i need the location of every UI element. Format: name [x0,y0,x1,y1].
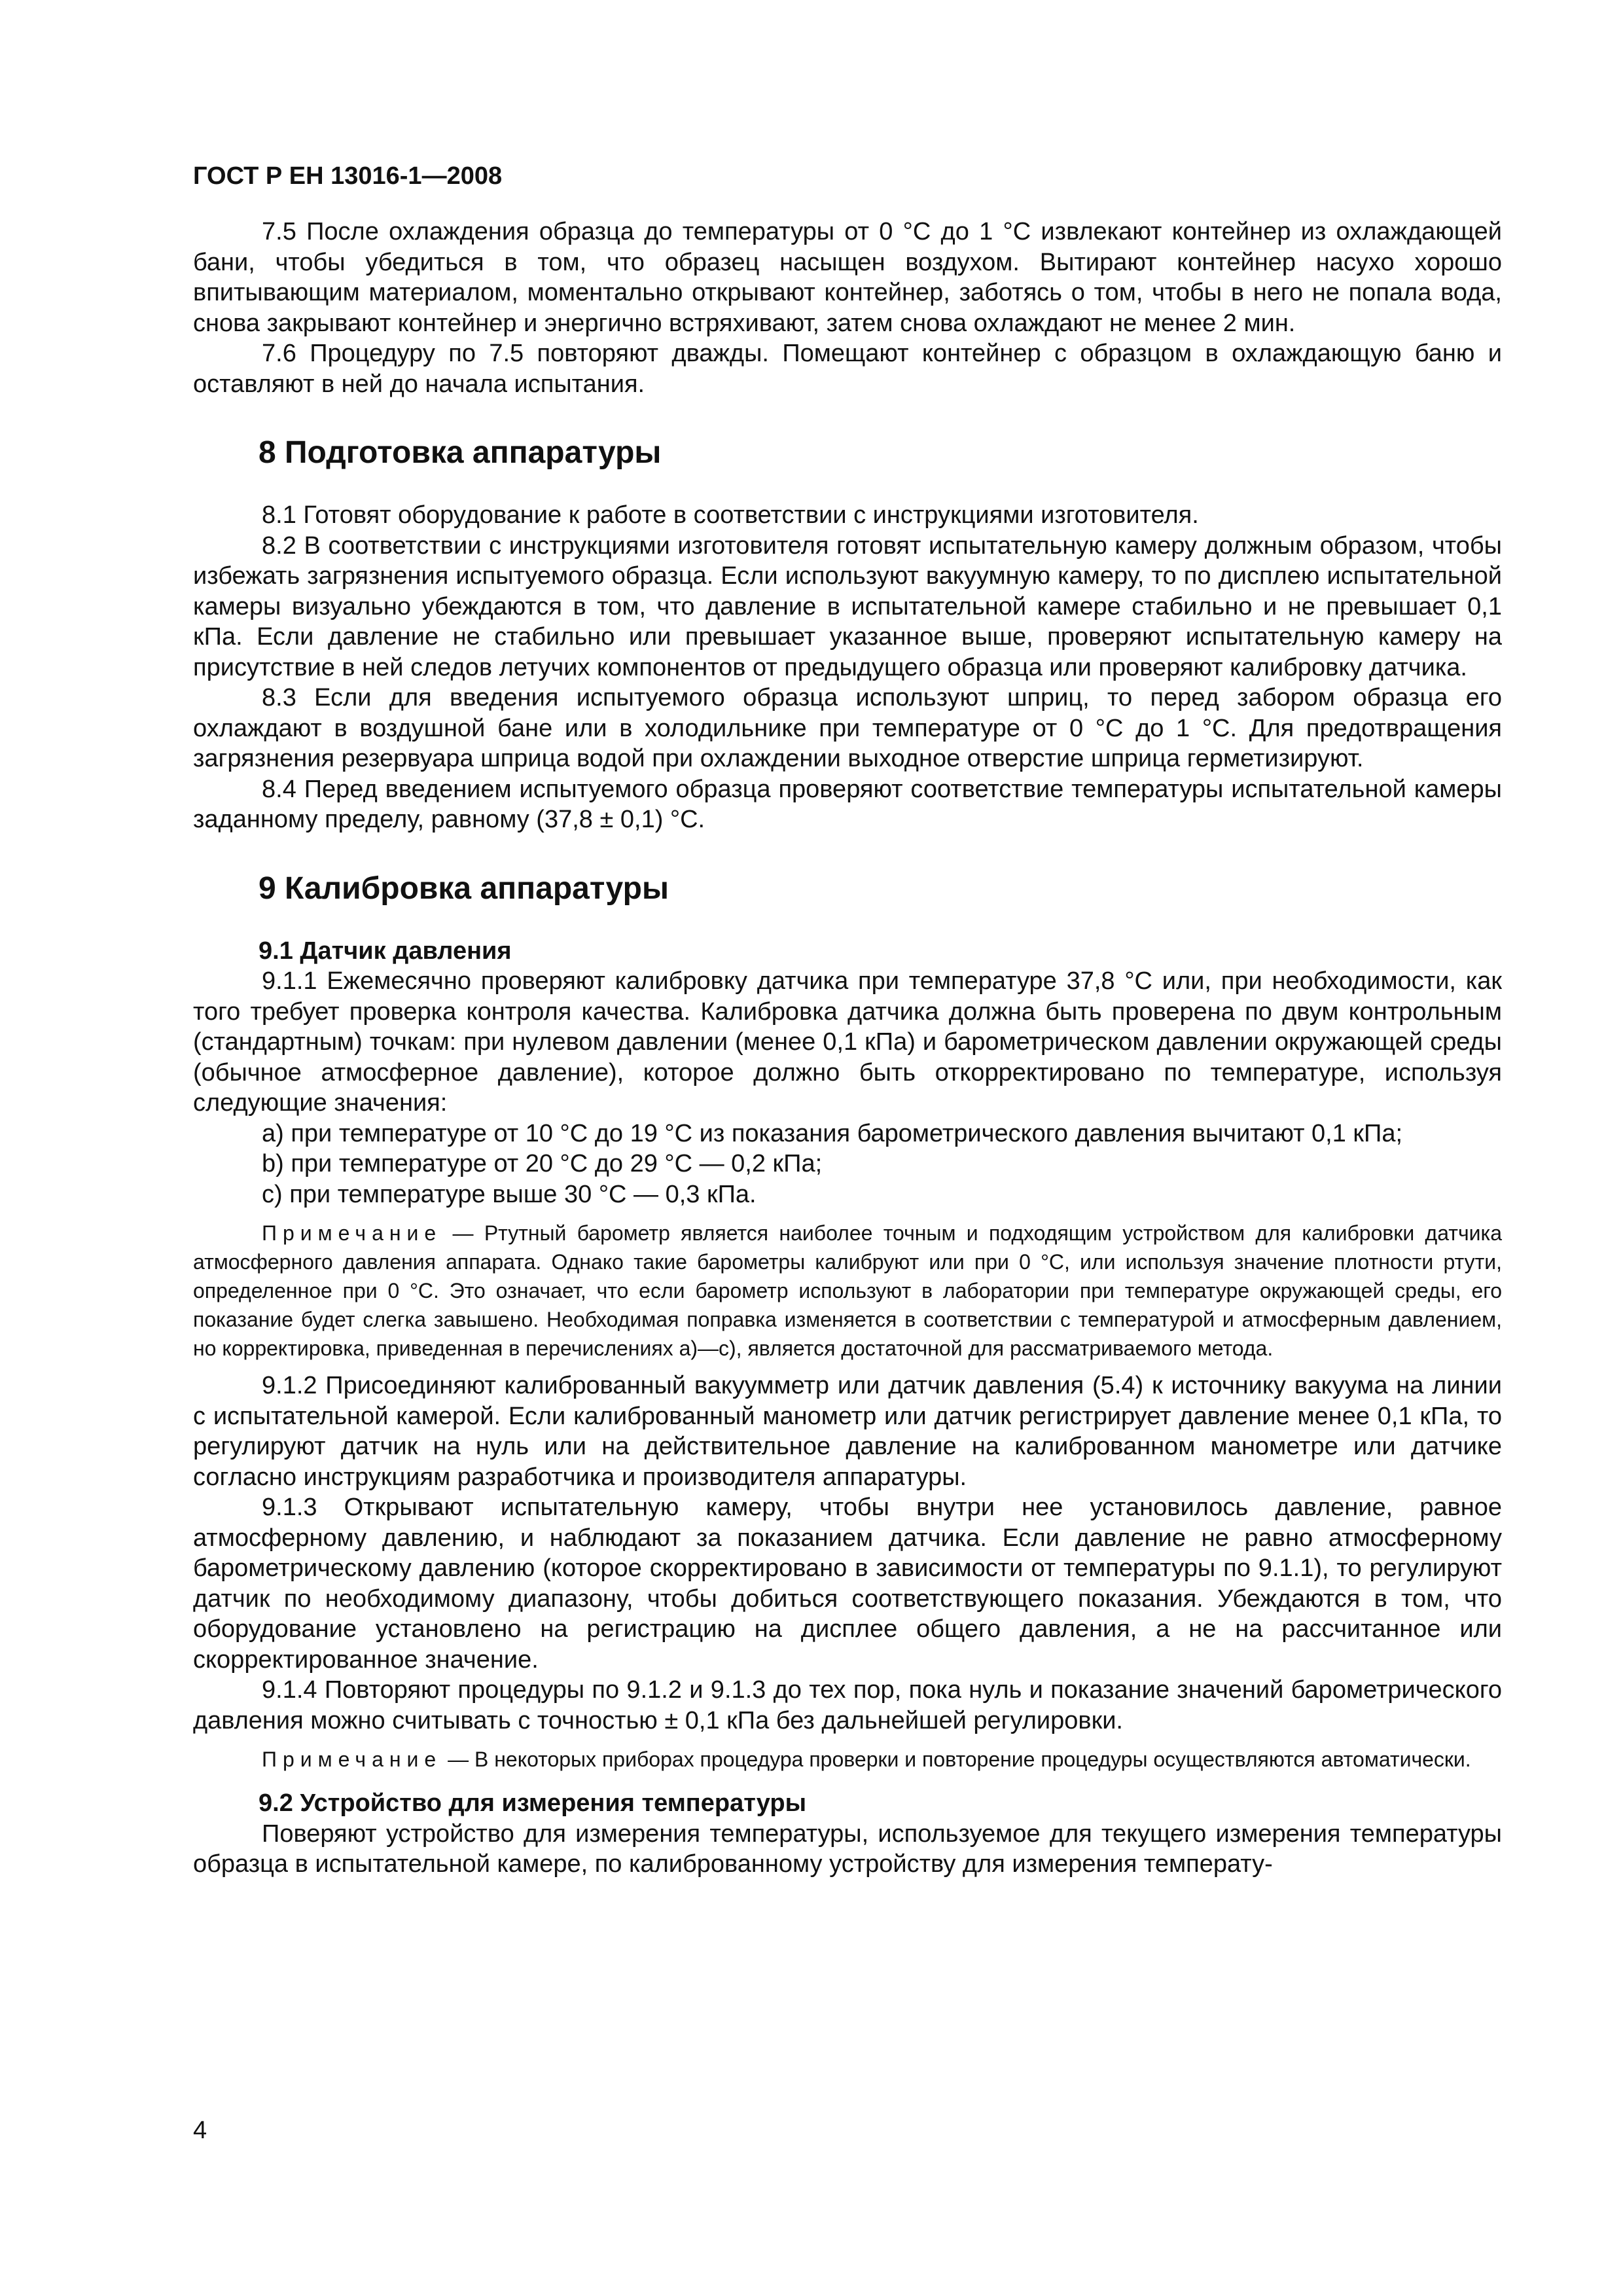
note-1-text: — Ртутный барометр является наиболее точным и подходящим устройством для калибровки датчика атмосферного давления аппарата. Однако такие барометры калибруют или при 0 °С, или используя значение плотности ртути, определенное при 0 °С. Это означает, что если барометр используют в лаборатории при температуре окружающей среды, его показание будет слегка завышено. Необходимая поправка изменяется в соответствии с температурой и атмосферным давлением, но корректировка, приведенная в перечислениях а)—с), является достаточной для рассматриваемого метода. [193,1221,1503,1360]
section-9-heading: 9 Калибровка аппаратуры [259,870,669,906]
section-8-heading: 8 Подготовка аппаратуры [259,435,662,470]
paragraph-8-1: 8.1 Готовят оборудование к работе в соответствии с инструкциями изготовителя. [262,501,1199,529]
paragraph-7-6: 7.6 Процедуру по 7.5 повторяют дважды. Помещают контейнер с образцом в охлаждающую баню и оставляют в ней до начала испытания. [193,340,1502,398]
list-item-c: c) при температуре выше 30 °С — 0,3 кПа. [262,1180,757,1208]
list-item-a: a) при температуре от 10 °С до 19 °С из показания барометрического давления вычитают 0,1 кПа; [262,1119,1403,1147]
note-2 [193,1745,1502,1774]
paragraph-9-1-4: 9.1.4 Повторяют процедуры по 9.1.2 и 9.1.3 до тех пор, пока нуль и показание значений барометрического давления можно считывать с точностью ± 0,1 кПа без дальнейшей регулировки. [193,1676,1502,1734]
list-item-b: b) при температуре от 20 °С до 29 °С — 0,2 кПа; [262,1150,823,1177]
note-2-text: — В некоторых приборах процедура проверки и повторение процедуры осуществляются автоматически. [448,1748,1471,1771]
subsection-9-2-heading: 9.2 Устройство для измерения температуры [259,1789,807,1817]
paragraph-8-4: 8.4 Перед введением испытуемого образца проверяют соответствие температуры испытательной камеры заданному пределу, равному (37,8 ± 0,1) °С. [193,775,1502,833]
paragraph-9-1-3: 9.1.3 Открывают испытательную камеру, чтобы внутри нее установилось давление, равное атмосферному давлению, и наблюдают за показанием датчика. Если давление не равно атмосферному барометрическому давлению (которое скорректировано в зависимости от температуры по 9.1.1), то регулируют датчик по необходимому диапазону, чтобы добиться соответствующего показания. Убеждаются в том, что оборудование установлено на регистрацию на дисплее общего давления, а не на рассчитанное или скорректированное значение. [193,1494,1502,1674]
page-number: 4 [193,2117,207,2144]
subsection-9-1-heading: 9.1 Датчик давления [259,937,512,965]
document-page [193,160,1502,1880]
note-label: Примечание [262,1221,442,1245]
paragraph-8-3: 8.3 Если для введения испытуемого образца используют шприц, то перед забором образца его охлаждают в воздушной бане или в холодильнике при температуре от 0 °С до 1 °С. Для предотвращения загрязнения резервуара шприца водой при охлаждении выходное отверстие шприца герметизируют. [193,684,1502,772]
paragraph-9-1-1: 9.1.1 Ежемесячно проверяют калибровку датчика при температуре 37,8 °С или, при необходимости, как того требует проверка контроля качества. Калибровка датчика должна быть проверена по двум контрольным (стандартным) точкам: при нулевом давлении (менее 0,1 кПа) и барометрическом давлении окружающей среды (обычное атмосферное давление), которое должно быть откорректировано по температуре, используя следующие значения: [193,967,1502,1117]
note-1 [193,1219,1502,1363]
note-label: Примечание [262,1748,442,1771]
paragraph-7-5: 7.5 После охлаждения образца до температуры от 0 °С до 1 °С извлекают контейнер из охлаждающей бани, чтобы убедиться в том, что образец насыщен воздухом. Вытирают контейнер насухо хорошо впитывающим материалом, моментально открывают контейнер, заботясь о том, чтобы в него не попала вода, снова закрывают контейнер и энергично встряхивают, затем снова охлаждают не менее 2 мин. [193,218,1502,337]
paragraph-9-1-2: 9.1.2 Присоединяют калиброванный вакуумметр или датчик давления (5.4) к источнику вакуума на линии с испытательной камерой. Если калиброванный манометр или датчик регистрирует давление менее 0,1 кПа, то регулируют датчик на нуль или на действительное давление на калиброванном манометре или датчике согласно инструкциям разработчика и производителя аппаратуры. [193,1372,1502,1491]
paragraph-9-2: Поверяют устройство для измерения температуры, используемое для текущего измерения температуры образца в испытательной камере, по калиброванному устройству для измерения температу- [193,1820,1502,1878]
paragraph-8-2: 8.2 В соответствии с инструкциями изготовителя готовят испытательную камеру должным образом, чтобы избежать загрязнения испытуемого образца. Если используют вакуумную камеру, то по дисплею испытательной камеры визуально убеждаются в том, что давление в испытательной камере стабильно и не превышает 0,1 кПа. Если давление не стабильно или превышает указанное выше, проверяют испытательную камеру на присутствие в ней следов летучих компонентов от предыдущего образца или проверяют калибровку датчика. [193,531,1502,681]
document-header: ГОСТ Р ЕН 13016-1—2008 [193,162,503,190]
